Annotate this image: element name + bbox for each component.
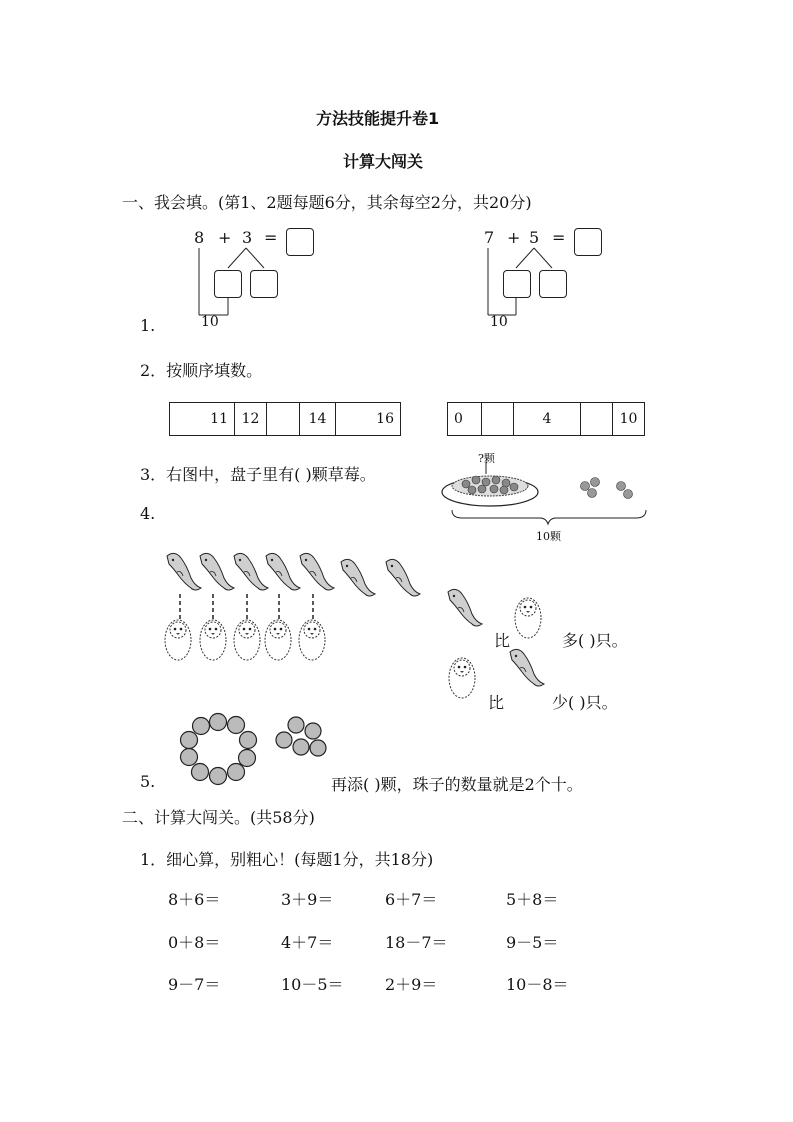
q1-right-ten: 10: [490, 314, 508, 330]
section-2-sub1: 1．细心算，别粗心！(每题1分，共18分): [140, 850, 434, 869]
q4-line2-answer: 少( )只。: [552, 693, 618, 712]
calc-item: 3＋9＝: [281, 890, 334, 909]
q4-line2-compare: 比: [488, 693, 505, 712]
calc-item: 10－8＝: [506, 975, 569, 994]
seq1-cell: 12: [235, 403, 267, 435]
calc-item: 9－5＝: [506, 933, 559, 952]
calc-item: 6＋7＝: [385, 890, 438, 909]
q1-left-op: +: [218, 228, 232, 247]
calc-item: 2＋9＝: [385, 975, 438, 994]
seq1-cell: 14: [300, 403, 336, 435]
seq2-cell: 10: [619, 411, 638, 427]
calc-item: 10－5＝: [281, 975, 344, 994]
q4-line1-answer: 多( )只。: [562, 631, 628, 650]
seq1-cell: 16: [376, 411, 394, 427]
seq1-cell: 11: [170, 403, 235, 435]
q2-prompt: 2．按顺序填数。: [140, 361, 263, 380]
section-2-heading: 二、计算大闯关。(共58分): [122, 808, 315, 827]
q3-top-label: ?颗: [478, 452, 495, 465]
calc-item: 4＋7＝: [281, 933, 334, 952]
calc-item: 18－7＝: [385, 933, 448, 952]
q1-left-b: 3: [242, 228, 253, 247]
section-1-heading: 一、我会填。(第1、2题每题6分，其余每空2分，共20分): [122, 193, 532, 212]
calc-item: 0＋8＝: [168, 933, 221, 952]
seq2-cell: 0: [448, 403, 482, 435]
q1-right-a: 7: [484, 228, 495, 247]
q5-number: 5.: [140, 772, 156, 791]
calc-item: 9－7＝: [168, 975, 221, 994]
q1-right-op: +: [507, 228, 521, 247]
q4-line1-compare: 比: [494, 631, 511, 650]
page-title: 方法技能提升卷1: [316, 109, 440, 128]
q5-text: 再添( )颗，珠子的数量就是2个十。: [331, 775, 583, 794]
seq2-cell: 4: [514, 403, 581, 435]
q1-left-ten: 10: [201, 314, 219, 330]
q3-bottom-label: 10颗: [536, 530, 561, 543]
q1-left-a: 8: [194, 228, 205, 247]
q1-right-b: 5: [529, 228, 540, 247]
q1-number: 1.: [140, 316, 156, 335]
calc-item: 5＋8＝: [506, 890, 559, 909]
q3-prompt: 3．右图中，盘子里有( )颗草莓。: [140, 465, 376, 484]
calc-item: 8＋6＝: [168, 890, 221, 909]
q1-right-eq: =: [552, 228, 566, 247]
page-subtitle: 计算大闯关: [343, 152, 424, 171]
q4-number: 4.: [140, 504, 156, 523]
q1-left-eq: =: [264, 228, 278, 247]
